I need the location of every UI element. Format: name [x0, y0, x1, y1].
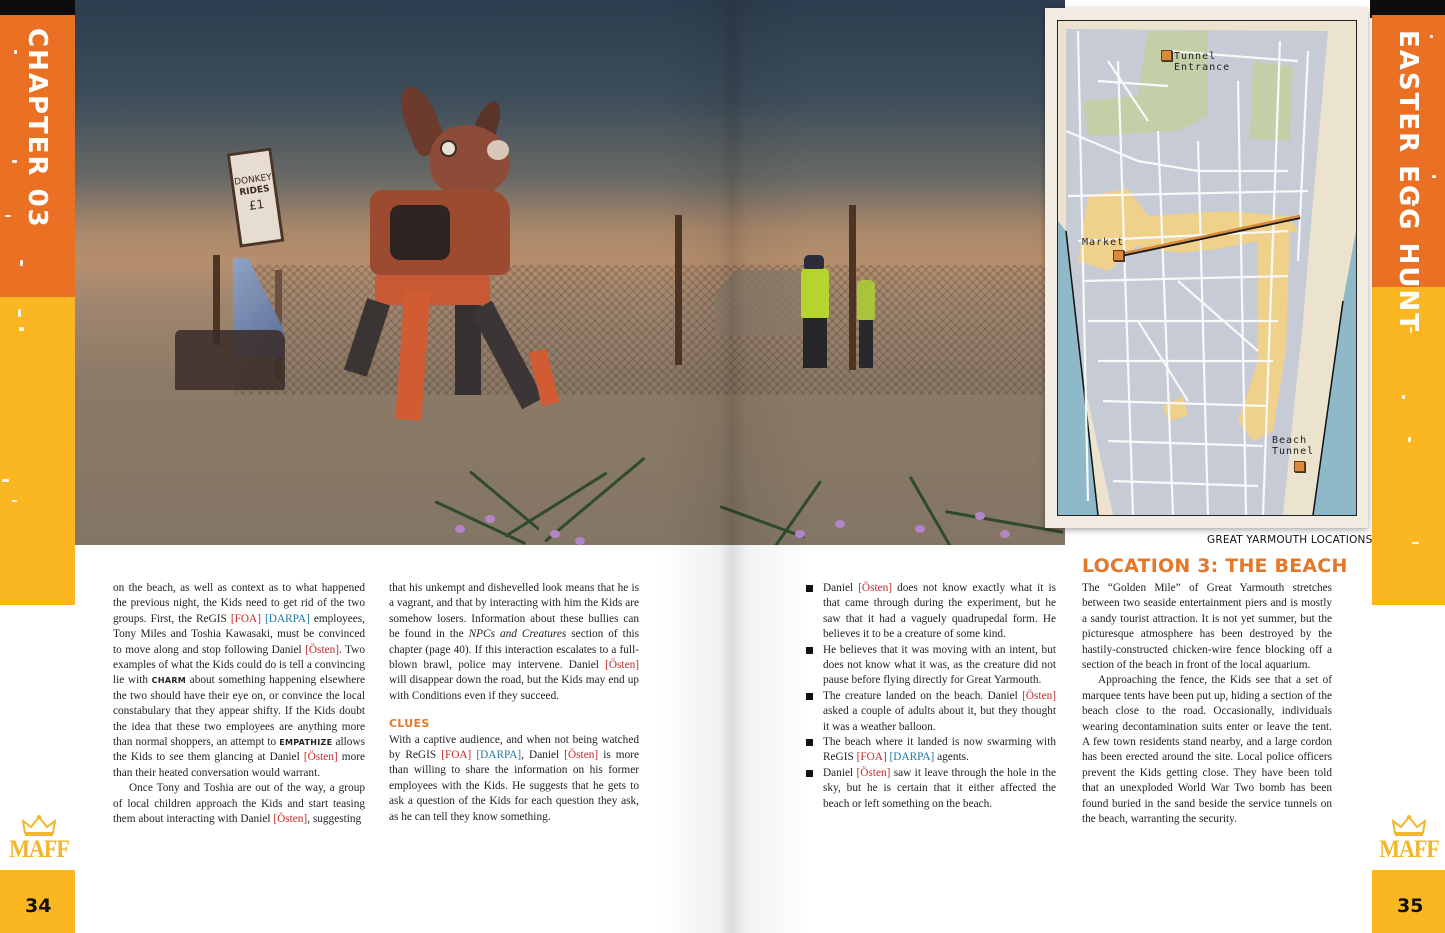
redaction-osten: [Östen] [605, 659, 639, 672]
clues-heading: CLUES [389, 717, 430, 731]
map-great-yarmouth [1057, 20, 1357, 516]
list-item: Daniel [Östen] does not know exactly what it is that came through during the experiment, but he saw that it had a vaguely quadrupedal form. He believes it to be a creature of some kind. [806, 581, 1056, 643]
section-tab-yellow [1372, 287, 1445, 605]
redaction-osten: [Östen] [273, 813, 308, 826]
redaction-foa: [FOA] [441, 749, 472, 762]
redaction-darpa: [DARPA] [265, 612, 310, 625]
donkey-rides-sign [227, 147, 285, 247]
page-number-left: 34 [25, 895, 52, 917]
redaction-foa: [FOA] [856, 751, 887, 764]
skill-charm: CHARM [151, 676, 187, 686]
sign-line-1: DONKEY [233, 172, 273, 188]
location-heading: LOCATION 3: THE BEACH [1082, 555, 1348, 577]
redaction-darpa: [DARPA] [889, 751, 935, 764]
crown-icon [1392, 815, 1426, 835]
map-label-tunnel-entrance: Tunnel Entrance [1174, 51, 1231, 73]
redaction-osten: [Östen] [858, 582, 893, 594]
paragraph: With a captive audience, and when not being watched by ReGIS [FOA] [DARPA], Daniel [Östen] is more than willing to share the information on his former employees with the Kids. He suggests that he gets to ask a question of the Kids for each question they ask, as he can tell they know something. [389, 733, 639, 823]
redaction-osten: [Östen] [303, 751, 338, 764]
paragraph: Once Tony and Toshia are out of the way, a group of local children approach the Kids and start teasing them about interacting with Daniel [Östen], suggesting [113, 782, 365, 826]
redaction-darpa: [DARPA] [476, 749, 522, 762]
map-label-beach-tunnel: Beach Tunnel [1272, 435, 1315, 457]
map-card [1045, 8, 1368, 528]
redaction-foa: [FOA] [230, 612, 261, 625]
illustration-robot-donkey-beach [75, 0, 1065, 545]
paragraph: on the beach, as well as context as to what happened the previous night, the Kids need to get rid of the two groups. First, the ReGIS [FOA] [DARPA] employees, Tony Miles and Toshia Kawasaki, must be convinced to move along and stop following Daniel [Östen]. Two examples of what the Kids could do is tell a convincing lie with CHARM about something happening elsewhere the two should have their eye on, or convince the local constabulary that they appear shifty. If the Kids doubt the idea that these two employees are anything more than normal shoppers, an attempt to EMPATHIZE allows the Kids to see them glancing at Daniel [Östen] more than their heated conversation would warrant. [113, 582, 366, 779]
police-officer [801, 268, 829, 318]
maff-logo: MAFF [1379, 834, 1439, 863]
redaction-osten: [Östen] [856, 766, 891, 779]
robot-donkey-head [430, 125, 510, 195]
map-caption: GREAT YARMOUTH LOCATIONS [1207, 534, 1373, 546]
skill-empathize: EMPATHIZE [279, 738, 333, 748]
map-marker-tunnel-entrance[interactable] [1161, 50, 1172, 61]
text-column-2 [389, 581, 639, 825]
list-item: The beach where it landed is now swarming with ReGIS [FOA] [DARPA] agents. [806, 735, 1056, 766]
section-label: EASTER EGG HUNT [1393, 30, 1423, 334]
page-number-right: 35 [1397, 895, 1424, 917]
maff-logo: MAFF [9, 834, 69, 863]
text-column-3 [806, 581, 1056, 812]
redaction-osten: [Östen] [1022, 689, 1056, 702]
book-reference: NPCs and Creatures [468, 628, 567, 641]
list-item: Daniel [Östen] saw it leave through the hole in the sky, but he is certain that it either affected the beach or left something on the beach. [806, 766, 1056, 812]
robot-donkey-body [370, 190, 510, 275]
chapter-tab-yellow [0, 297, 75, 605]
sign-line-2: RIDES [238, 183, 271, 199]
crown-icon [22, 815, 56, 835]
map-marker-market[interactable] [1113, 250, 1124, 261]
redaction-osten: [Östen] [305, 643, 340, 656]
paragraph: that his unkempt and dishevelled look means that he is a vagrant, and that by interacting with him the Kids are somehow losers. Information about these bullies can be found in the NPCs and Creatures section of this chapter (page 40). If this interaction escalates to a full-blown brawl, police may intervene. Daniel [Östen] will disappear down the road, but the Kids may end up with Conditions even if they succeed. [389, 582, 640, 702]
police-officer [857, 280, 875, 320]
text-column-1 [113, 581, 365, 828]
list-item: The creature landed on the beach. Daniel [Östen] asked a couple of adults about it, but they thought it was a weather balloon. [806, 689, 1056, 735]
sign-line-3: £1 [248, 196, 266, 213]
clues-list [806, 581, 1056, 812]
chapter-label: CHAPTER 03 [22, 28, 52, 229]
map-marker-beach-tunnel[interactable] [1294, 461, 1305, 472]
list-item: He believes that it was moving with an intent, but does not know what it was, as the creature did not pause before flying directly for Great Yarmouth. [806, 643, 1056, 689]
paragraph: Approaching the fence, the Kids see that a set of marquee tents have been put up, hiding a section of the beach close to the road. Occasionally, individuals wearing decontamination suits enter or leave the tent. A few town residents stand nearby, and a large cordon has been erected around the site. Local police officers prevent the Kids getting close. They have been told that an unexploded World War Two bomb has been found buried in the sand beside the service tunnels on the beach, warranting the security. [1082, 674, 1332, 826]
redaction-osten: [Östen] [564, 749, 599, 762]
map-label-market: Market [1082, 237, 1125, 248]
paragraph: The “Golden Mile” of Great Yarmouth stretches between two seaside entertainment piers and is mostly a sandy tourist attraction. It is not yet summer, but the picturesque atmosphere has been destroyed by the hastily-constructed chicken-wire fence blocking off a section of the beach in front of the local aquarium. [1082, 582, 1332, 672]
text-column-4 [1082, 581, 1332, 828]
